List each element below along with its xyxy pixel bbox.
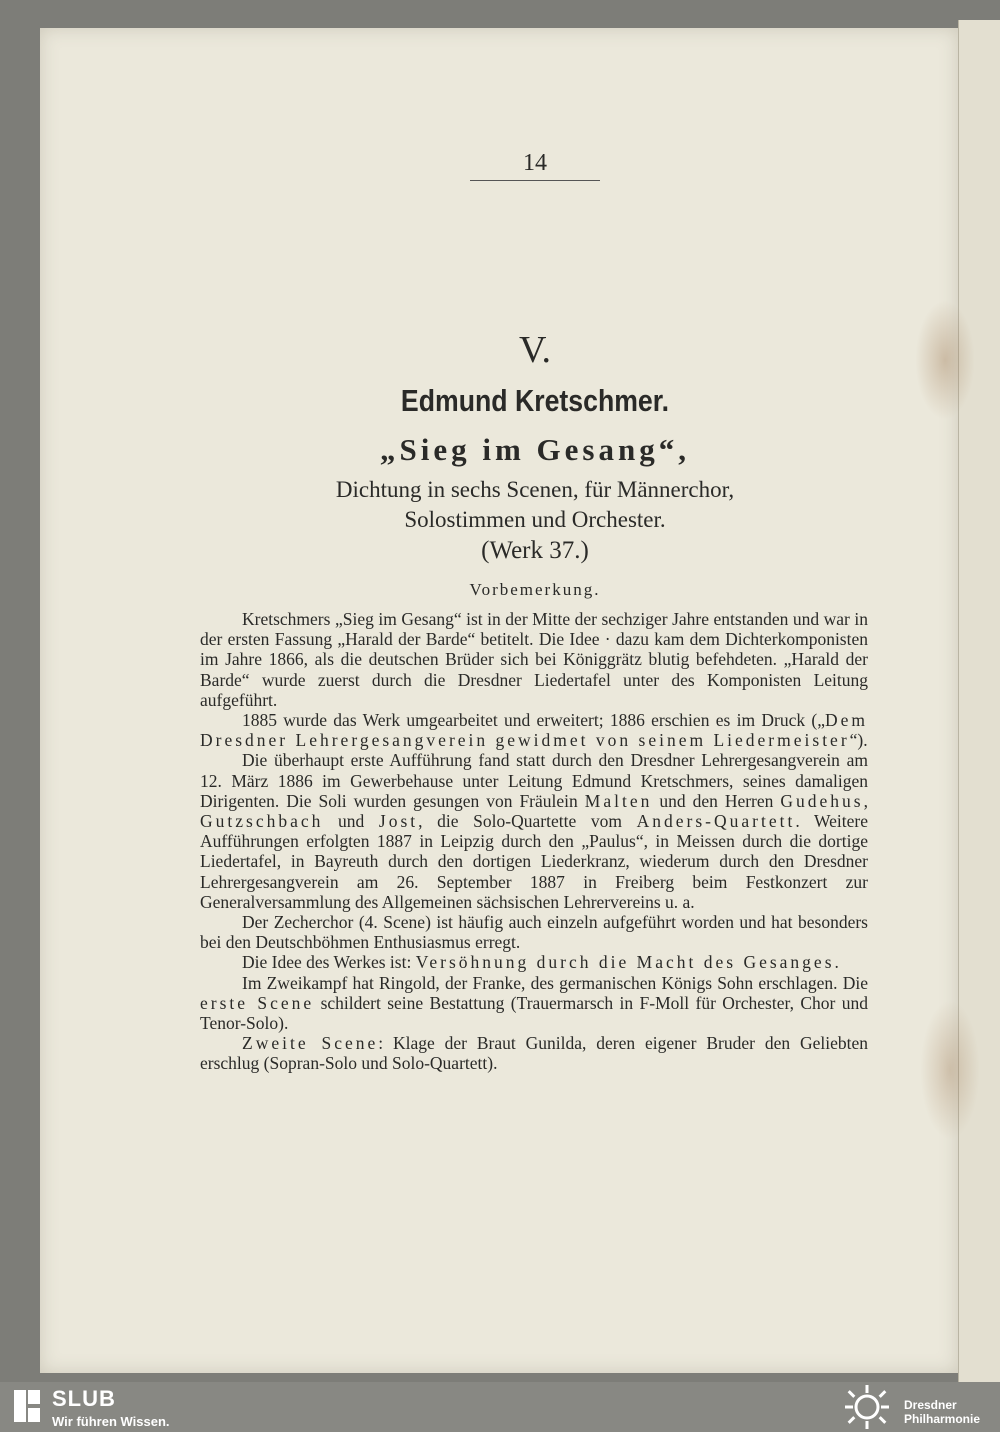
spaced-name: Jost	[378, 811, 419, 832]
text-run: Die Idee des Werkes ist:	[242, 952, 416, 973]
philharmonie-logo-icon[interactable]	[842, 1384, 892, 1430]
text-run: schildert seine Bestattung (Trauermarsch in F-Moll für Orchester, Chor und Tenor-Solo).	[200, 992, 868, 1034]
subtitle-line-2: Solostimmen und Orchester.	[404, 507, 666, 532]
text-run: und	[323, 811, 379, 832]
spaced-name: Gudehus	[780, 790, 864, 811]
partner-name-line-1[interactable]: Dresdner	[904, 1398, 957, 1412]
partner-name-line-2[interactable]: Philharmonie	[904, 1412, 981, 1426]
page-number: 14	[523, 150, 547, 176]
paragraph-6	[200, 973, 868, 1034]
text-run: “).	[849, 730, 868, 751]
preliminary-heading: Vorbemerkung.	[469, 580, 601, 599]
text-run: ,	[863, 790, 868, 811]
spaced-name: Gutzschbach	[200, 811, 324, 832]
page-number-rule	[470, 180, 600, 181]
spaced-name: Malten	[584, 790, 653, 811]
text-run: und den Herren	[652, 790, 781, 811]
text-run: . Weitere Aufführungen erfolgten 1887 in Leipzig durch den „Paulus“, in Meissen durch die dortige Liedertafel, in Bayreuth durch den dortigen Liederkranz, wiederum durch den Dresdner Lehrergesangverein am 26. September 1887 in Freiberg beim Festkonzert zur Generalversammlung des Allgemeinen sächsischen Lehrervereins u. a.	[200, 811, 868, 912]
spaced-idea: Versöhnung durch die Macht des Gesanges	[415, 952, 835, 973]
text-run: : Klage der Braut Gunilda, deren eigener Bruder den Geliebten erschlug (Sopran-Solo und Solo-Quartett).	[200, 1033, 868, 1074]
slub-name[interactable]: SLUB	[52, 1386, 116, 1411]
paragraph-3	[200, 750, 868, 912]
slub-tagline: Wir führen Wissen.	[52, 1414, 170, 1429]
spaced-scene: Zweite Scene	[242, 1033, 379, 1054]
paragraph-7	[200, 1033, 868, 1073]
text-run: 1885 wurde das Werk umgearbeitet und erweitert; 1886 erschien es im Druck („	[242, 710, 825, 731]
body-text	[200, 609, 868, 1074]
paragraph-2	[200, 710, 868, 750]
work-title: „Sieg im Gesang“,	[380, 432, 690, 467]
text-run: .	[834, 952, 839, 973]
text-run: Im Zweikampf hat Ringold, der Franke, des germanischen Königs Sohn erschlagen. Die	[242, 972, 868, 993]
subtitle-line-1: Dichtung in sechs Scenen, für Männerchor,	[335, 477, 735, 502]
paragraph-5	[200, 952, 868, 972]
text-run: Die überhaupt erste Aufführung fand statt durch den Dresdner Lehrergesangverein am 12. März 1886 im Gewerbehause unter Leitung Edmund Kretschmers, seines damaligen Dirigenten. Die Soli wurden gesungen von Fräulein	[200, 750, 868, 811]
paragraph-4: Der Zecherchor (4. Scene) ist häufig auch einzeln aufgeführt worden und hat besonders bei den Deutschböhmen Enthusiasmus erregt.	[200, 912, 868, 953]
slub-logo-icon[interactable]	[12, 1388, 42, 1424]
spaced-scene: erste Scene	[200, 992, 315, 1013]
next-page-edge	[958, 20, 1000, 1382]
spaced-name: Anders-Quartett	[636, 811, 796, 832]
opus-number: (Werk 37.)	[481, 537, 589, 564]
text-run: , die Solo-Quartette vom	[418, 811, 637, 832]
chapter-numeral: V.	[518, 329, 552, 371]
paper-stain	[920, 1000, 980, 1140]
paragraph-1: Kretschmers „Sieg im Gesang“ ist in der Mitte der sechziger Jahre entstanden und war in der ersten Fassung „Harald der Barde“ betitelt. Die Idee · dazu kam dem Dichterkomponisten im Jahre 1866, als die deutschen Brüder sich bei Königgrätz blutig befehdeten. „Harald der Barde“ wurde zuerst durch die Dresdner Liedertafel unter des Komponisten Leitung aufgeführt.	[200, 609, 868, 710]
author-heading: Edmund Kretschmer.	[400, 383, 670, 418]
spaced-dedication: Dem Dresdner Lehrergesangverein gewidmet von seinem Liedermeister	[200, 710, 868, 751]
